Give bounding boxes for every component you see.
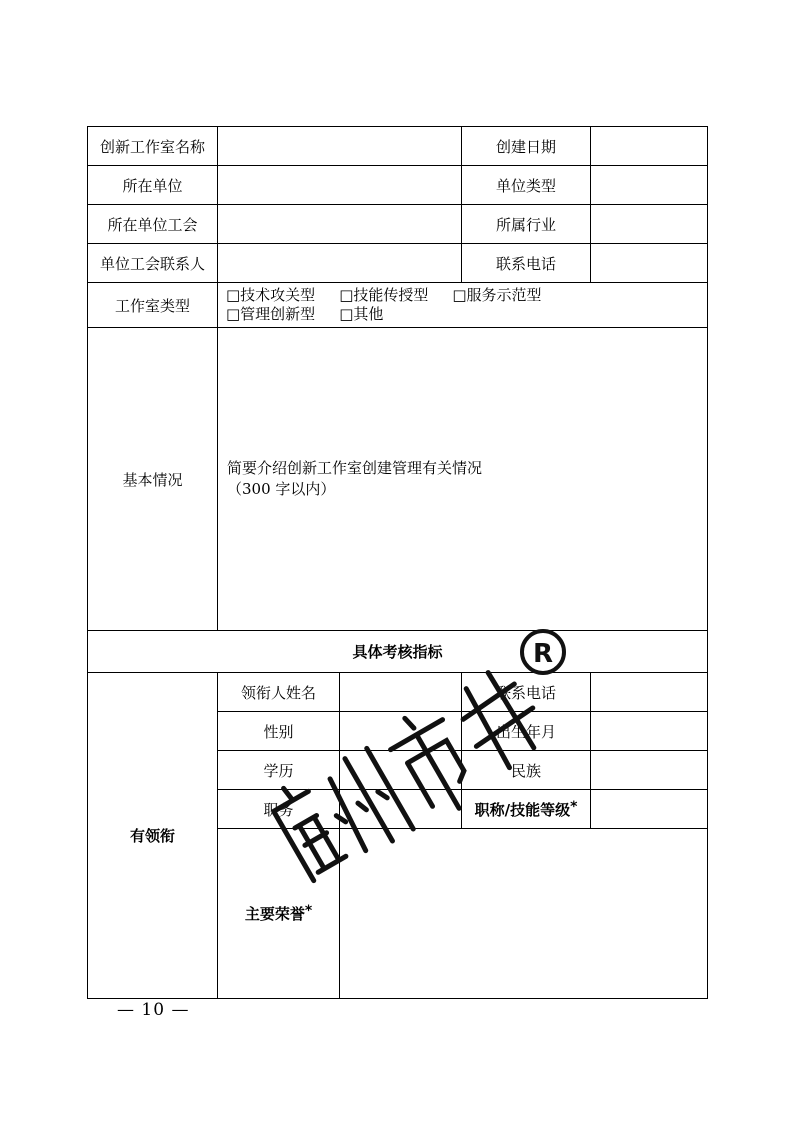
basic-info-hint-line2: （300 字以内）	[227, 480, 336, 498]
required-mark: *	[304, 903, 313, 919]
basic-info-field[interactable]	[218, 328, 708, 631]
ethnicity-field[interactable]	[591, 751, 708, 790]
unit-type-label: 单位类型	[462, 166, 591, 205]
basic-info-label: 基本情况	[88, 328, 218, 631]
indicators-heading: 具体考核指标	[88, 631, 708, 673]
title-level-field[interactable]	[591, 790, 708, 829]
row-union	[88, 205, 708, 244]
leader-group-label: 有领衔	[88, 673, 218, 999]
title-level-cell	[462, 790, 591, 829]
union-label: 所在单位工会	[88, 205, 218, 244]
option-tech-breakthrough-checkbox[interactable]: □技术攻关型	[226, 286, 316, 304]
studio-type-label: 工作室类型	[88, 283, 218, 328]
phone-field[interactable]	[591, 244, 708, 283]
created-date-label: 创建日期	[462, 127, 591, 166]
position-label: 职务	[218, 790, 340, 829]
union-field[interactable]	[218, 205, 462, 244]
union-contact-field[interactable]	[218, 244, 462, 283]
registered-mark-letter: R	[532, 639, 554, 669]
birth-label: 出生年月	[462, 712, 591, 751]
page-number: — 10 —	[117, 1000, 190, 1020]
option-service-demo-checkbox[interactable]: □服务示范型	[452, 286, 542, 304]
birth-field[interactable]	[591, 712, 708, 751]
leader-phone-field[interactable]	[591, 673, 708, 712]
position-field[interactable]	[340, 790, 462, 829]
row-union-contact	[88, 244, 708, 283]
row-unit	[88, 166, 708, 205]
education-label: 学历	[218, 751, 340, 790]
title-level-label: 职称/技能等级	[474, 800, 571, 819]
honors-field[interactable]	[340, 829, 708, 999]
unit-field[interactable]	[218, 166, 462, 205]
honors-label: 主要荣誉	[244, 905, 305, 923]
honors-cell	[218, 829, 340, 999]
option-other-checkbox[interactable]: □其他	[339, 305, 384, 323]
unit-label: 所在单位	[88, 166, 218, 205]
leader-phone-label: 联系电话	[462, 673, 591, 712]
phone-label: 联系电话	[462, 244, 591, 283]
gender-field[interactable]	[340, 712, 462, 751]
ethnicity-label: 民族	[462, 751, 591, 790]
gender-label: 性别	[218, 712, 340, 751]
row-indicators-heading	[88, 631, 708, 673]
studio-type-row-1	[226, 286, 699, 305]
application-form-table	[87, 126, 708, 999]
industry-field[interactable]	[591, 205, 708, 244]
row-leader-name	[88, 673, 708, 712]
union-contact-label: 单位工会联系人	[88, 244, 218, 283]
option-management-innovation-checkbox[interactable]: □管理创新型	[226, 305, 316, 323]
row-studio-type	[88, 283, 708, 328]
studio-name-field[interactable]	[218, 127, 462, 166]
industry-label: 所属行业	[462, 205, 591, 244]
unit-type-field[interactable]	[591, 166, 708, 205]
option-skill-teaching-checkbox[interactable]: □技能传授型	[339, 286, 429, 304]
row-studio-name	[88, 127, 708, 166]
basic-info-hint-line1: 简要介绍创新工作室创建管理有关情况	[227, 459, 483, 477]
studio-name-label: 创新工作室名称	[88, 127, 218, 166]
row-basic-info	[88, 328, 708, 631]
leader-name-label: 领衔人姓名	[218, 673, 340, 712]
studio-type-row-2	[226, 305, 699, 324]
leader-name-field[interactable]	[340, 673, 462, 712]
created-date-field[interactable]	[591, 127, 708, 166]
education-field[interactable]	[340, 751, 462, 790]
studio-type-options	[218, 283, 708, 328]
required-mark: *	[570, 798, 578, 815]
